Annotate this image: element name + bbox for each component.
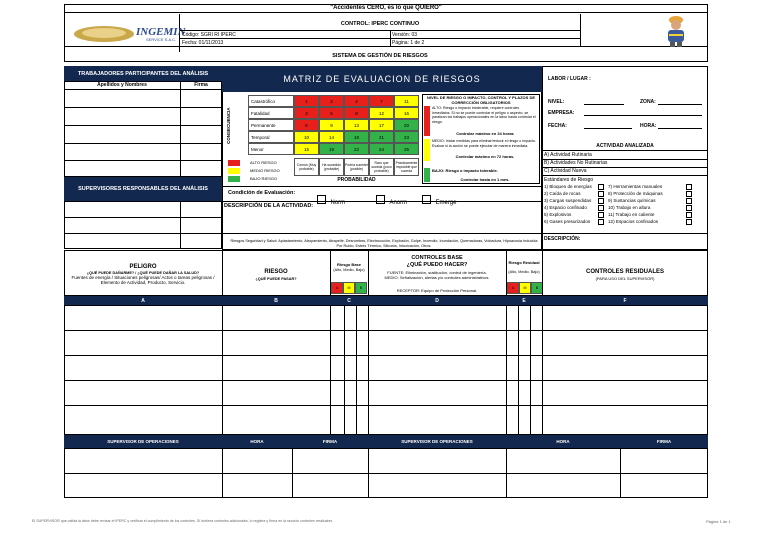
actividad-option[interactable]: A) Actividad Rutinaria (544, 152, 592, 158)
miner-mascot-icon (656, 14, 696, 48)
riesgo-base-sub: (Alto, Medio, Bajo) (333, 268, 365, 272)
table-row[interactable] (64, 355, 708, 380)
fecha-documento: Fecha: 01/11/2013 (182, 40, 224, 46)
emergencia-label: Emerge (435, 200, 457, 206)
medio-swatch (228, 168, 240, 174)
matrix-cell: 24 (369, 143, 394, 155)
medio-control: Controlar máximo en 72 horas. (455, 154, 515, 159)
matrix-cell: 2 (319, 95, 344, 107)
logo-text: INGEMIN (136, 26, 186, 38)
matrix-cell: 14 (319, 131, 344, 143)
bottom-note: El SUPERVISOR que valida la labor debe revisar el IPERC y verificar el cumplimiento de los controles. Si hubiera controles adicionales, lo registra y firma en la sección controles residuales. (32, 519, 334, 523)
probability-column-label: Común (Muy probable) (294, 158, 319, 176)
condicion-label: Condición de Evaluación: (228, 190, 296, 196)
matrix-cell: 5 (319, 107, 344, 119)
riesgo-item: 9) Sustancias químicas (608, 198, 656, 203)
nivel-riesgo-title: NIVEL DE RIESGO O IMPACTO, CONTROL Y PLAZOS DE CORRECCIÓN OBLIGATORIOS (426, 95, 535, 105)
riesgo-item: 1) Bloqueo de energías (544, 184, 592, 189)
bajo-swatch (228, 176, 240, 182)
matrix-cell: 19 (319, 143, 344, 155)
matrix-cell: 16 (394, 107, 419, 119)
riesgo-item: 8) Protección de máquinas (608, 191, 663, 196)
riesgo-checkbox[interactable] (598, 219, 604, 225)
condicion-normal[interactable] (317, 191, 345, 209)
receptor-text: RECEPTOR: Equipo de Protección Personal. (396, 288, 478, 293)
normal-checkbox[interactable] (317, 195, 326, 204)
table-row[interactable] (64, 405, 708, 430)
firma-header: Firma (194, 82, 208, 88)
riesgo-checkbox[interactable] (598, 184, 604, 190)
bajo-text: BAJO: Riesgo o impacto tolerable. (432, 168, 498, 173)
column-letter: E (522, 298, 526, 304)
matrix-cell: 13 (344, 119, 369, 131)
consecuencia-label: CONSECUENCIA (226, 107, 231, 145)
matrix-cell: 22 (344, 143, 369, 155)
bajo-control: Controlar hasta en 1 mes. (460, 177, 510, 182)
riesgo-checkbox[interactable] (598, 205, 604, 211)
actividad-option[interactable]: C) Actividad Nueva (544, 168, 587, 174)
matrix-row-label: Menor (248, 143, 294, 155)
page-number: Página 1 de 1 (706, 519, 731, 524)
riesgo-item: 12) Espacios confinados (608, 219, 659, 224)
rating-cell[interactable]: A (507, 282, 519, 294)
riesgos-seguridad-text: Riesgos Seguridad y Salud: Aplastamiento, Atropamiento, Atrapelle, Desrumbes, Electrocución, Explosión, Golpe, Incendio, Inundación, Quemaduras, Volcadura, Hipoacusia Inducida Por Ruido, Estrés Térmico, Silicosis, Intoxicación, Otros. (230, 239, 538, 248)
matrix-cell: 8 (344, 107, 369, 119)
matrix-cell: 25 (394, 143, 419, 155)
riesgo-residual-sub: (Alto, Medio, Bajo) (508, 270, 540, 274)
nivel-label: NIVEL: (548, 99, 565, 105)
alto-text: ALTO: Riesgo o impacto intolerable, requiere controles inmediatos. Si no se puede controlar el peligro o aspecto, se paralizan los trabajos operacionales en la labor hasta controlar el riesgo. (432, 106, 536, 124)
footer-column-header: SUPERVISOR DE OPERACIONES (401, 439, 473, 444)
riesgo-item: 11) Trabajo en caliente (608, 212, 655, 217)
matrix-cell: 11 (394, 95, 419, 107)
normal-label: Norm (330, 200, 346, 206)
medio-bar (424, 139, 430, 161)
trabajadores-heading: TRABAJADORES PARTICIPANTES DEL ANÁLISIS (64, 66, 222, 81)
legend-bajo: BAJO RIESGO (250, 176, 278, 181)
controles-residuales-header: CONTROLES RESIDUALES (585, 269, 664, 275)
footer-column-header: FIRMA (656, 439, 672, 444)
descripcion-label: DESCRIPCIÓN: (544, 236, 581, 242)
riesgo-checkbox[interactable] (686, 198, 692, 204)
matrix-cell: 9 (319, 119, 344, 131)
matrix-row-label: Temporal (248, 131, 294, 143)
rating-cell[interactable]: A (331, 282, 343, 294)
fecha-field[interactable] (584, 128, 632, 129)
matrix-row-label: Catastrófico (248, 95, 294, 107)
matrix-cell: 6 (294, 119, 319, 131)
riesgo-item: 7) Herramientas manuales (608, 184, 663, 189)
version: Versión: 03 (392, 32, 418, 38)
sistema-title: SISTEMA DE GESTIÓN DE RIESGOS (332, 53, 428, 59)
riesgo-checkbox[interactable] (686, 219, 692, 225)
riesgo-item: 10) Trabajo en altura (608, 205, 651, 210)
matrix-cell: 17 (369, 119, 394, 131)
table-row[interactable] (64, 305, 708, 330)
empresa-label: EMPRESA: (548, 110, 575, 116)
probability-column-label: Raro que suceda (poco probable) (369, 158, 394, 176)
logo-subtext: SERVICE S.A.C. (146, 37, 177, 42)
empresa-field[interactable] (584, 115, 702, 116)
condicion-anormal[interactable] (376, 191, 407, 209)
zona-label: ZONA: (640, 99, 656, 105)
probability-column-label: Ha sucedido (probable) (319, 158, 344, 176)
footer-column-header: HORA (250, 439, 264, 444)
riesgo-item: 5) Explosivos (544, 212, 572, 217)
peligro-desc: Fuentes de energía / Situaciones peligrosas/ Actos o tareas peligrosas / Elemento de Actividad, Producto, Servicio. (71, 275, 215, 285)
probabilidad-label: PROBABILIDAD (337, 177, 376, 183)
footer-column-header: FIRMA (322, 439, 338, 444)
matrix-cell: 18 (344, 131, 369, 143)
zona-field[interactable] (658, 104, 702, 105)
condicion-emergencia[interactable] (422, 191, 456, 209)
probability-column-label: Podría suceder (posible) (344, 158, 369, 176)
hora-label: HORA: (640, 123, 657, 129)
rating-cell[interactable]: B (355, 282, 367, 294)
riesgo-item: 3) Cargas suspendidas (544, 198, 592, 203)
matrix-cell: 7 (369, 95, 394, 107)
footer-row[interactable] (64, 448, 708, 473)
column-letter: F (623, 298, 627, 304)
medio-text-table: MEDIO: Señalización, alertas y/o controles administrativos. (384, 275, 490, 280)
descripcion-actividad-label: DESCRIPCIÓN DE LA ACTIVIDAD: (224, 203, 314, 209)
alto-control: Controlar máximo en 24 horas (456, 131, 514, 136)
controles-residuales-sub: (PARA USO DEL SUPERVISOR) (595, 276, 655, 281)
control-title: CONTROL: IPERC CONTINUO (340, 21, 420, 27)
labor-label: LABOR / LUGAR : (548, 76, 591, 82)
estandares-label: Estándares de Riesgo (544, 177, 594, 183)
controles-base-header: CONTROLES BASE (411, 255, 463, 261)
matrix-cell: 1 (294, 95, 319, 107)
medio-text: MEDIO: Iniciar medidas para eliminar/reducir el riesgo o impacto. Evaluar si la acción se puede ejecutar de manera inmediata. (432, 139, 536, 148)
alto-swatch (228, 160, 240, 166)
bajo-bar (424, 168, 430, 182)
peligro-question: ¿QUÉ PUEDE DAÑARME? / ¿QUÉ PUEDE DAÑAR LA SALUD? (86, 271, 200, 275)
matrix-row-label: Permanente (248, 119, 294, 131)
supervisores-heading: SUPERVISORES RESPONSABLES DEL ANÁLISIS (64, 177, 222, 201)
riesgo-checkbox[interactable] (598, 191, 604, 197)
anormal-label: Anorm (389, 200, 408, 206)
matrix-cell: 15 (294, 143, 319, 155)
descripcion-actividad-field[interactable] (222, 213, 542, 233)
codigo: Código: SGRI RI IPERC (182, 32, 236, 38)
peligro-header: PELIGRO (129, 264, 157, 270)
pagina: Página: 1 de 2 (392, 40, 425, 46)
probability-column-label: Prácticamente imposible que suceda (394, 158, 419, 176)
column-letter: D (435, 298, 439, 304)
matrix-cell: 12 (369, 107, 394, 119)
riesgo-item: 2) Caída de rocas (544, 191, 581, 196)
anormal-checkbox[interactable] (376, 195, 385, 204)
riesgo-checkbox[interactable] (686, 191, 692, 197)
hora-field[interactable] (658, 128, 702, 129)
rating-cell[interactable]: M (519, 282, 531, 294)
trabajadores-list (64, 81, 222, 177)
riesgo-item: 6) Gases presurizados (544, 219, 591, 224)
matrix-cell: 4 (344, 95, 369, 107)
legend-alto: ALTO RIESGO (250, 160, 277, 165)
alto-bar (424, 106, 430, 136)
controles-base-question: ¿QUÉ PUEDO HACER? (406, 262, 468, 268)
table-row[interactable] (64, 330, 708, 355)
supervisores-list (64, 201, 222, 249)
matrix-cell: 3 (294, 107, 319, 119)
riesgo-question: ¿QUÉ PUEDE PASAR? (255, 277, 297, 281)
slogan: "Accidentes CERO, es lo que QUIERO" (330, 5, 442, 11)
fuente-text: FUENTE: Eliminación, sustitución, control de ingeniería. (387, 270, 487, 275)
riesgo-header: RIESGO (264, 269, 288, 275)
riesgo-checkbox[interactable] (598, 198, 604, 204)
actividad-analizada-label: ACTIVIDAD ANALIZADA (596, 143, 654, 149)
footer-column-header: HORA (556, 439, 570, 444)
matrix-cell: 20 (394, 119, 419, 131)
actividad-option[interactable]: B) Actividades No Rutinarias (544, 160, 608, 166)
column-letter: C (347, 298, 351, 304)
riesgo-checkbox[interactable] (686, 184, 692, 190)
actividad-divider (542, 175, 708, 176)
riesgo-checkbox[interactable] (598, 212, 604, 218)
footer-column-header: SUPERVISOR DE OPERACIONES (107, 439, 179, 444)
emergencia-checkbox[interactable] (422, 195, 431, 204)
rating-cell[interactable]: B (531, 282, 543, 294)
matrix-cell: 23 (394, 131, 419, 143)
table-row[interactable] (64, 380, 708, 405)
riesgo-base-header: Riesgo Base (336, 262, 361, 267)
rating-cell[interactable]: M (343, 282, 355, 294)
footer-row[interactable] (64, 473, 708, 498)
matrix-cell: 21 (369, 131, 394, 143)
matrix-cell: 10 (294, 131, 319, 143)
column-letter: A (141, 298, 145, 304)
riesgo-item: 4) Espacio confinado (544, 205, 587, 210)
riesgo-checkbox[interactable] (686, 205, 692, 211)
matrix-title: MATRIZ DE EVALUACION DE RIESGOS (222, 66, 542, 92)
riesgo-checkbox[interactable] (686, 212, 692, 218)
apellidos-header: Apellidos y Nombres (97, 82, 147, 88)
column-letter: B (274, 298, 278, 304)
legend-medio: MEDIO RIESGO (250, 168, 280, 173)
riesgo-residual-header: Riesgo Residual (508, 260, 540, 265)
fecha-label: FECHA: (548, 123, 567, 129)
nivel-field[interactable] (584, 104, 624, 105)
matrix-row-label: Fatalidad (248, 107, 294, 119)
